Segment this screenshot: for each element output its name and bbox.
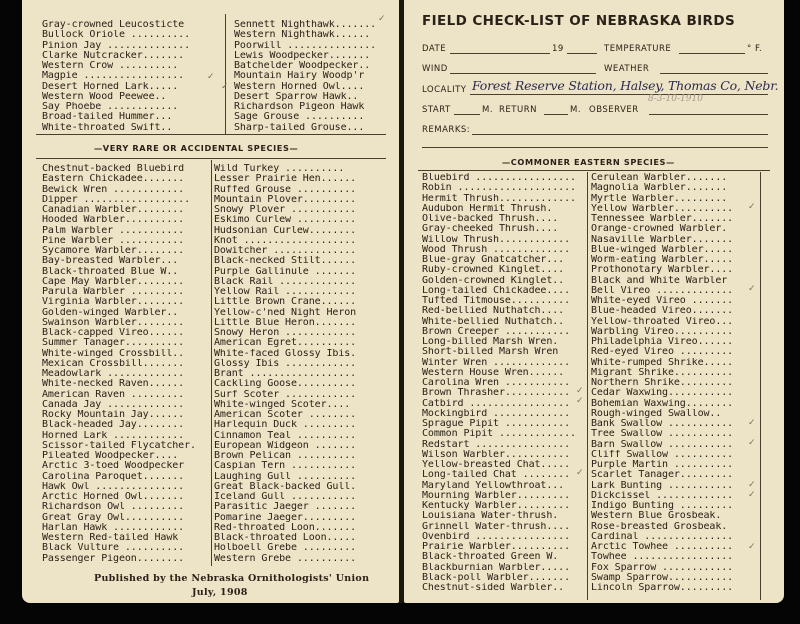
rare-column-1 xyxy=(42,164,218,564)
species-entry: Wood Thrush ............. xyxy=(422,244,571,255)
right-page xyxy=(404,0,784,603)
species-entry: Harlequin Duck ......... xyxy=(214,420,357,431)
species-entry: Willow Thrush............ xyxy=(422,234,571,245)
species-entry: White-rumped Shrike..... xyxy=(591,357,734,368)
species-entry: Snowy Heron ............ xyxy=(214,328,357,338)
species-entry: Black and White Warbler xyxy=(591,275,728,286)
species-entry: Parasitic Jaeger ....... xyxy=(214,502,357,513)
locality-label: LOCALITY xyxy=(422,85,467,95)
column-divider xyxy=(587,172,588,600)
species-entry: Glossy Ibis ............ xyxy=(214,358,357,369)
return-label: RETURN xyxy=(499,105,537,115)
species-entry: American Raven ......... xyxy=(42,389,185,400)
species-entry: Cerulean Warbler....... xyxy=(591,173,728,183)
pencil-note: 8-3-10-1910 xyxy=(648,94,703,104)
species-entry: Olive-backed Thrush.... xyxy=(422,214,559,224)
observer-blank xyxy=(649,114,768,115)
species-entry: Snowy Plover ........... xyxy=(214,205,357,215)
check-mark-icon: ✓ xyxy=(748,542,756,552)
check-mark-icon: ✓ xyxy=(748,284,756,294)
species-entry: Red-eyed Vireo ......... xyxy=(591,347,734,358)
species-entry: Yellow-c'ned Night Heron xyxy=(214,307,357,318)
start-m-label: M. xyxy=(482,105,494,115)
species-entry: Broad-tailed Hummer... xyxy=(42,112,173,123)
check-mark-icon: ✓ xyxy=(207,72,215,82)
species-entry: Great Gray Owl.......... xyxy=(42,512,185,523)
species-entry: Brown Pelican .......... xyxy=(214,451,357,461)
species-entry: Winter Wren ............. xyxy=(422,357,571,368)
species-entry: Hermit Thrush............. xyxy=(422,193,576,204)
species-entry: Ruby-crowned Kinglet.... xyxy=(422,265,565,276)
species-entry: Ovenbird ................ xyxy=(422,531,571,542)
year-blank xyxy=(567,53,597,54)
species-entry: Cinnamon Teal .......... xyxy=(214,430,357,441)
species-entry: Purple Gallinule ....... xyxy=(214,266,357,277)
species-entry: Migrant Shrike.......... xyxy=(591,367,734,378)
common-column-2 xyxy=(591,173,757,593)
species-entry: Eskimo Curlew .......... xyxy=(214,215,357,226)
species-entry: Catbird ................. xyxy=(422,398,571,409)
return-m-label: M. xyxy=(570,105,582,115)
species-entry: Rocky Mountain Jay...... xyxy=(42,410,185,420)
species-entry: Chestnut-backed Bluebird xyxy=(42,164,185,174)
species-entry: Wild Turkey .......... xyxy=(214,164,345,174)
check-column-rule xyxy=(760,172,761,600)
species-entry: Ruffed Grouse .......... xyxy=(214,184,357,195)
species-entry: Western Blue Grosbeak. xyxy=(591,511,722,522)
publisher-line: Published by the Nebraska Ornithologists' Union xyxy=(94,573,370,584)
check-mark-icon: ✓ xyxy=(748,490,756,500)
species-entry: Sage Grouse .......... xyxy=(234,112,365,123)
species-entry: Western Nighthawk...... xyxy=(234,30,371,41)
species-entry: Palm Warbler ........... xyxy=(42,225,185,236)
species-entry: Worm-eating Warbler..... xyxy=(591,255,734,265)
species-entry: Desert Sparrow Hawk.. xyxy=(234,91,359,102)
species-entry: Long-tailed Chickadee.... xyxy=(422,285,571,296)
species-entry: Robin .................... xyxy=(422,183,576,194)
species-entry: Prairie Warbler.......... xyxy=(422,542,571,552)
species-entry: Canada Jay ............. xyxy=(42,399,185,410)
species-entry: Bank Swallow ........... xyxy=(591,419,734,429)
species-entry: Purple Martin .......... xyxy=(591,460,734,470)
species-entry: White-faced Glossy Ibis. xyxy=(214,348,357,359)
remarks-blank-2 xyxy=(422,147,768,148)
check-mark-icon: ✓ xyxy=(748,202,756,212)
remarks-blank xyxy=(472,134,768,135)
species-entry: Red-throated Loon....... xyxy=(214,522,357,533)
check-mark-icon: ✓ xyxy=(748,438,756,448)
species-entry: Arctic 3-toed Woodpecker xyxy=(42,461,185,472)
common-column-1 xyxy=(422,173,598,593)
species-entry: American Egret.......... xyxy=(214,338,357,349)
species-entry: Cackling Goose.......... xyxy=(214,379,357,390)
species-entry: Lesser Prairie Hen...... xyxy=(214,174,357,185)
species-entry: Knot ................... xyxy=(214,235,357,246)
species-entry: Sharp-tailed Grouse... xyxy=(234,122,365,133)
start-blank xyxy=(454,114,480,115)
species-entry: Clarke Nutcracker....... xyxy=(42,50,185,61)
check-mark-icon: ✓ xyxy=(221,82,229,92)
check-mark-icon: ✓ xyxy=(576,468,584,478)
species-entry: Virginia Warbler........ xyxy=(42,297,185,308)
species-entry: Say Phoebe ............ xyxy=(42,102,179,112)
species-entry: Bohemian Waxwing........ xyxy=(591,398,734,409)
species-entry: Northern Shrike......... xyxy=(591,378,734,388)
wind-blank xyxy=(450,73,596,74)
species-entry: White-necked Raven...... xyxy=(42,379,185,390)
species-entry: Prothonotary Warbler.... xyxy=(591,265,734,276)
species-entry: Harlan Hawk ............ xyxy=(42,522,185,533)
species-entry: Blue-headed Vireo....... xyxy=(591,306,734,317)
date-label: DATE xyxy=(422,44,447,54)
species-entry: Western Grebe .......... xyxy=(214,553,357,564)
species-entry: Towhee ................. xyxy=(591,552,734,563)
species-entry: Surf Scoter ............ xyxy=(214,389,357,400)
temperature-label: TEMPERATURE xyxy=(604,44,672,54)
species-entry: Philadelphia Vireo...... xyxy=(591,337,734,347)
species-entry: Black-throated Green W. xyxy=(422,552,559,563)
start-label: START xyxy=(422,105,451,115)
check-mark-icon: ✓ xyxy=(378,14,386,24)
species-entry: Mourning Warbler......... xyxy=(422,490,571,501)
species-entry: Kentucky Warbler......... xyxy=(422,501,571,511)
species-entry: Orange-crowned Warbler. xyxy=(591,224,728,235)
section-rule xyxy=(418,170,770,171)
species-entry: Desert Horned Lark..... xyxy=(42,81,179,92)
species-entry: Pileated Woodpecker.... xyxy=(42,451,179,461)
species-entry: Black-headed Jay........ xyxy=(42,420,185,431)
weather-label: WEATHER xyxy=(604,64,650,74)
species-entry: Dickcissel ............. xyxy=(591,490,734,501)
species-entry: Eastern Chickadee....... xyxy=(42,174,185,185)
species-entry: Rose-breasted Grosbeak. xyxy=(591,521,728,532)
temperature-blank xyxy=(679,53,745,54)
species-entry: Long-billed Marsh Wren. xyxy=(422,337,559,347)
species-entry: Cedar Waxwing........... xyxy=(591,388,734,399)
date-blank xyxy=(450,53,550,54)
species-entry: Swainson Warbler........ xyxy=(42,317,185,328)
publication-date: July, 1908 xyxy=(192,587,248,598)
check-mark-icon: ✓ xyxy=(748,418,756,428)
species-entry: Meadowlark ............. xyxy=(42,369,185,379)
species-entry: Black Rail ............. xyxy=(214,276,357,287)
species-entry: Canadian Warbler........ xyxy=(42,205,185,215)
species-entry: Pine Warbler ........... xyxy=(42,235,185,246)
species-entry: Arctic Horned Owl....... xyxy=(42,492,185,502)
species-entry: Gray-crowned Leucosticte xyxy=(42,20,185,30)
species-entry: Sycamore Warbler........ xyxy=(42,246,185,256)
species-entry: Rough-winged Swallow.. xyxy=(591,408,722,419)
left-page xyxy=(22,0,399,603)
species-entry: Richardson Owl ......... xyxy=(42,502,185,513)
rare-species-heading: —VERY RARE OR ACCIDENTAL SPECIES— xyxy=(94,143,299,153)
species-entry: Tree Swallow ........... xyxy=(591,429,734,440)
species-entry: Cardinal ............... xyxy=(591,531,734,542)
species-entry: Tennessee Warbler....... xyxy=(591,214,734,224)
species-entry: Red-bellied Nuthatch.... xyxy=(422,306,565,317)
species-entry: Yellow-throated Vireo... xyxy=(591,316,734,327)
species-entry: Bay-breasted Warbler... xyxy=(42,256,179,267)
species-entry: White-winged Scoter.... xyxy=(214,399,351,410)
species-entry: Grinnell Water-thrush.... xyxy=(422,521,571,532)
species-entry: Little Brown Crane...... xyxy=(214,297,357,308)
species-entry: Sprague Pipit ........... xyxy=(422,419,571,429)
species-entry: White-throated Swift.. xyxy=(42,122,173,133)
species-entry: Pinion Jay .............. xyxy=(42,40,191,51)
species-entry: Redstart ................ xyxy=(422,439,571,450)
species-entry: Blackburnian Warbler..... xyxy=(422,562,571,573)
species-entry: Dowitcher .............. xyxy=(214,246,357,256)
species-entry: Bluebird ................. xyxy=(422,173,576,183)
return-blank xyxy=(544,114,568,115)
species-entry: Chestnut-sided Warbler.. xyxy=(422,583,565,593)
species-entry: Black Vulture .......... xyxy=(42,543,185,554)
species-entry: Pomarine Jaeger......... xyxy=(214,512,357,523)
species-entry: Golden-crowned Kinglet.. xyxy=(422,275,565,286)
wind-label: WIND xyxy=(422,64,448,74)
species-entry: European Widgeon ....... xyxy=(214,440,357,451)
species-entry: Black-necked Stilt...... xyxy=(214,256,357,267)
species-entry: Bell Vireo ............. xyxy=(591,285,734,296)
rare-column-2 xyxy=(214,164,386,564)
species-entry: Mountain Plover......... xyxy=(214,194,357,205)
species-entry: Hooded Warbler.......... xyxy=(42,215,185,226)
species-entry: Lark Bunting ........... xyxy=(591,480,734,491)
species-entry: Black-poll Warbler....... xyxy=(422,572,571,583)
species-entry: Brant .................. xyxy=(214,369,357,379)
species-entry: Great Black-backed Gull. xyxy=(214,481,357,492)
species-entry: Western House Wren...... xyxy=(422,367,565,378)
check-mark-icon: ✓ xyxy=(576,386,584,396)
species-entry: Long-tailed Chat ........ xyxy=(422,470,571,481)
common-species-heading: —COMMONER EASTERN SPECIES— xyxy=(502,157,675,167)
species-entry: White-eyed Vireo ....... xyxy=(591,296,734,306)
species-entry: Caspian Tern ........... xyxy=(214,461,357,472)
species-entry: Maryland Yellowthroat... xyxy=(422,480,565,491)
observer-label: OBSERVER xyxy=(589,105,639,115)
remarks-label: REMARKS: xyxy=(422,125,471,135)
species-entry: Arctic Towhee .......... xyxy=(591,542,734,552)
column-divider xyxy=(225,14,226,134)
top-column-2 xyxy=(234,20,386,133)
degree-label: ° F. xyxy=(747,44,763,54)
species-entry: American Scoter ........ xyxy=(214,410,357,420)
species-entry: Black-capped Vireo...... xyxy=(42,328,185,338)
species-entry: Sennett Nighthawk....... xyxy=(234,20,377,30)
species-entry: Audubon Hermit Thrush. xyxy=(422,203,553,214)
species-entry: Black-throated Loon..... xyxy=(214,533,357,543)
page-title: FIELD CHECK-LIST OF NEBRASKA BIRDS xyxy=(422,13,736,29)
species-entry: Brown Thrasher........... xyxy=(422,388,571,399)
species-entry: Batchelder Woodpecker.. xyxy=(234,61,371,71)
species-entry: Western Wood Peewee.. xyxy=(42,91,167,102)
locality-blank xyxy=(470,94,768,95)
species-entry: Hawk Owl ............... xyxy=(42,481,185,492)
species-entry: Blue-gray Gnatcatcher... xyxy=(422,255,565,265)
species-entry: Bewick Wren ............ xyxy=(42,184,185,195)
check-mark-icon: ✓ xyxy=(576,396,584,406)
species-entry: Carolina Paroquet....... xyxy=(42,471,185,482)
locality-handwriting: Forest Reserve Station, Halsey, Thomas Co, Nebr. xyxy=(472,78,779,93)
species-entry: Western Crow .......... xyxy=(42,61,179,71)
species-entry: Mockingbird ............. xyxy=(422,408,571,419)
species-entry: Cape May Warbler........ xyxy=(42,276,185,287)
species-entry: Mountain Hairy Woodp'r xyxy=(234,71,365,82)
species-entry: Iceland Gull ........... xyxy=(214,492,357,502)
species-entry: Mexican Crossbill....... xyxy=(42,358,185,369)
species-entry: White-bellied Nuthatch.. xyxy=(422,316,565,327)
species-entry: Scarlet Tanager......... xyxy=(591,470,734,481)
species-entry: Parula Warbler ......... xyxy=(42,287,185,297)
species-entry: Western Horned Owl.... xyxy=(234,81,365,92)
species-entry: Magnolia Warbler....... xyxy=(591,183,728,194)
species-entry: Black-throated Blue W.. xyxy=(42,266,179,277)
species-entry: Passenger Pigeon........ xyxy=(42,553,185,564)
species-entry: Yellow Warbler.......... xyxy=(591,203,734,214)
year-label: 19 xyxy=(552,44,564,54)
top-column-1 xyxy=(42,20,218,133)
species-entry: Little Blue Heron....... xyxy=(214,317,357,328)
species-entry: Barn Swallow ........... xyxy=(591,439,734,450)
species-entry: Carolina Wren ........... xyxy=(422,378,571,388)
section-rule xyxy=(36,158,386,159)
species-entry: Cliff Swallow .......... xyxy=(591,449,734,460)
species-entry: Yellow Rail ............ xyxy=(214,287,357,297)
species-entry: Louisiana Water-thrush. xyxy=(422,511,559,522)
species-entry: Brown Creeper ........... xyxy=(422,326,571,337)
species-entry: Fox Sparrow ............ xyxy=(591,562,734,573)
species-entry: Wilson Warbler........... xyxy=(422,449,571,460)
species-entry: Summer Tanager.......... xyxy=(42,338,185,349)
species-entry: Bullock Oriole .......... xyxy=(42,30,191,41)
species-entry: Lewis Woodpecker....... xyxy=(234,50,371,61)
column-divider xyxy=(211,160,212,566)
species-entry: Warbling Vireo.......... xyxy=(591,326,734,337)
section-rule xyxy=(36,134,386,135)
species-entry: Swamp Sparrow........... xyxy=(591,572,734,583)
weather-blank xyxy=(660,73,768,74)
species-entry: Tufted Titmouse.......... xyxy=(422,296,571,306)
species-entry: Scissor-tailed Flycatcher. xyxy=(42,440,196,451)
species-entry: Horned Lark ............ xyxy=(42,430,185,441)
species-entry: Golden-winged Warbler.. xyxy=(42,307,179,318)
species-entry: Indigo Bunting ......... xyxy=(591,501,734,511)
species-entry: Myrtle Warbler......... xyxy=(591,193,728,204)
species-entry: Hudsonian Curlew........ xyxy=(214,225,357,236)
species-entry: Dipper .................. xyxy=(42,194,191,205)
species-entry: Lincoln Sparrow......... xyxy=(591,583,734,593)
species-entry: Holboell Grebe ......... xyxy=(214,543,357,554)
species-entry: Magpie ................. xyxy=(42,71,185,82)
species-entry: White-winged Crossbill.. xyxy=(42,348,185,359)
check-mark-icon: ✓ xyxy=(748,480,756,490)
species-entry: Poorwill ............... xyxy=(234,40,377,51)
species-entry: Common Pipit ............. xyxy=(422,429,576,440)
species-entry: Nasaville Warbler....... xyxy=(591,234,734,245)
species-entry: Short-billed Marsh Wren xyxy=(422,347,559,358)
species-entry: Yellow-breasted Chat..... xyxy=(422,460,571,470)
species-entry: Laughing Gull .......... xyxy=(214,471,357,482)
species-entry: Western Red-tailed Hawk xyxy=(42,533,179,543)
species-entry: Richardson Pigeon Hawk xyxy=(234,102,365,112)
species-entry: Blue-winged Warbler..... xyxy=(591,244,734,255)
species-entry: Gray-cheeked Thrush.... xyxy=(422,224,559,235)
